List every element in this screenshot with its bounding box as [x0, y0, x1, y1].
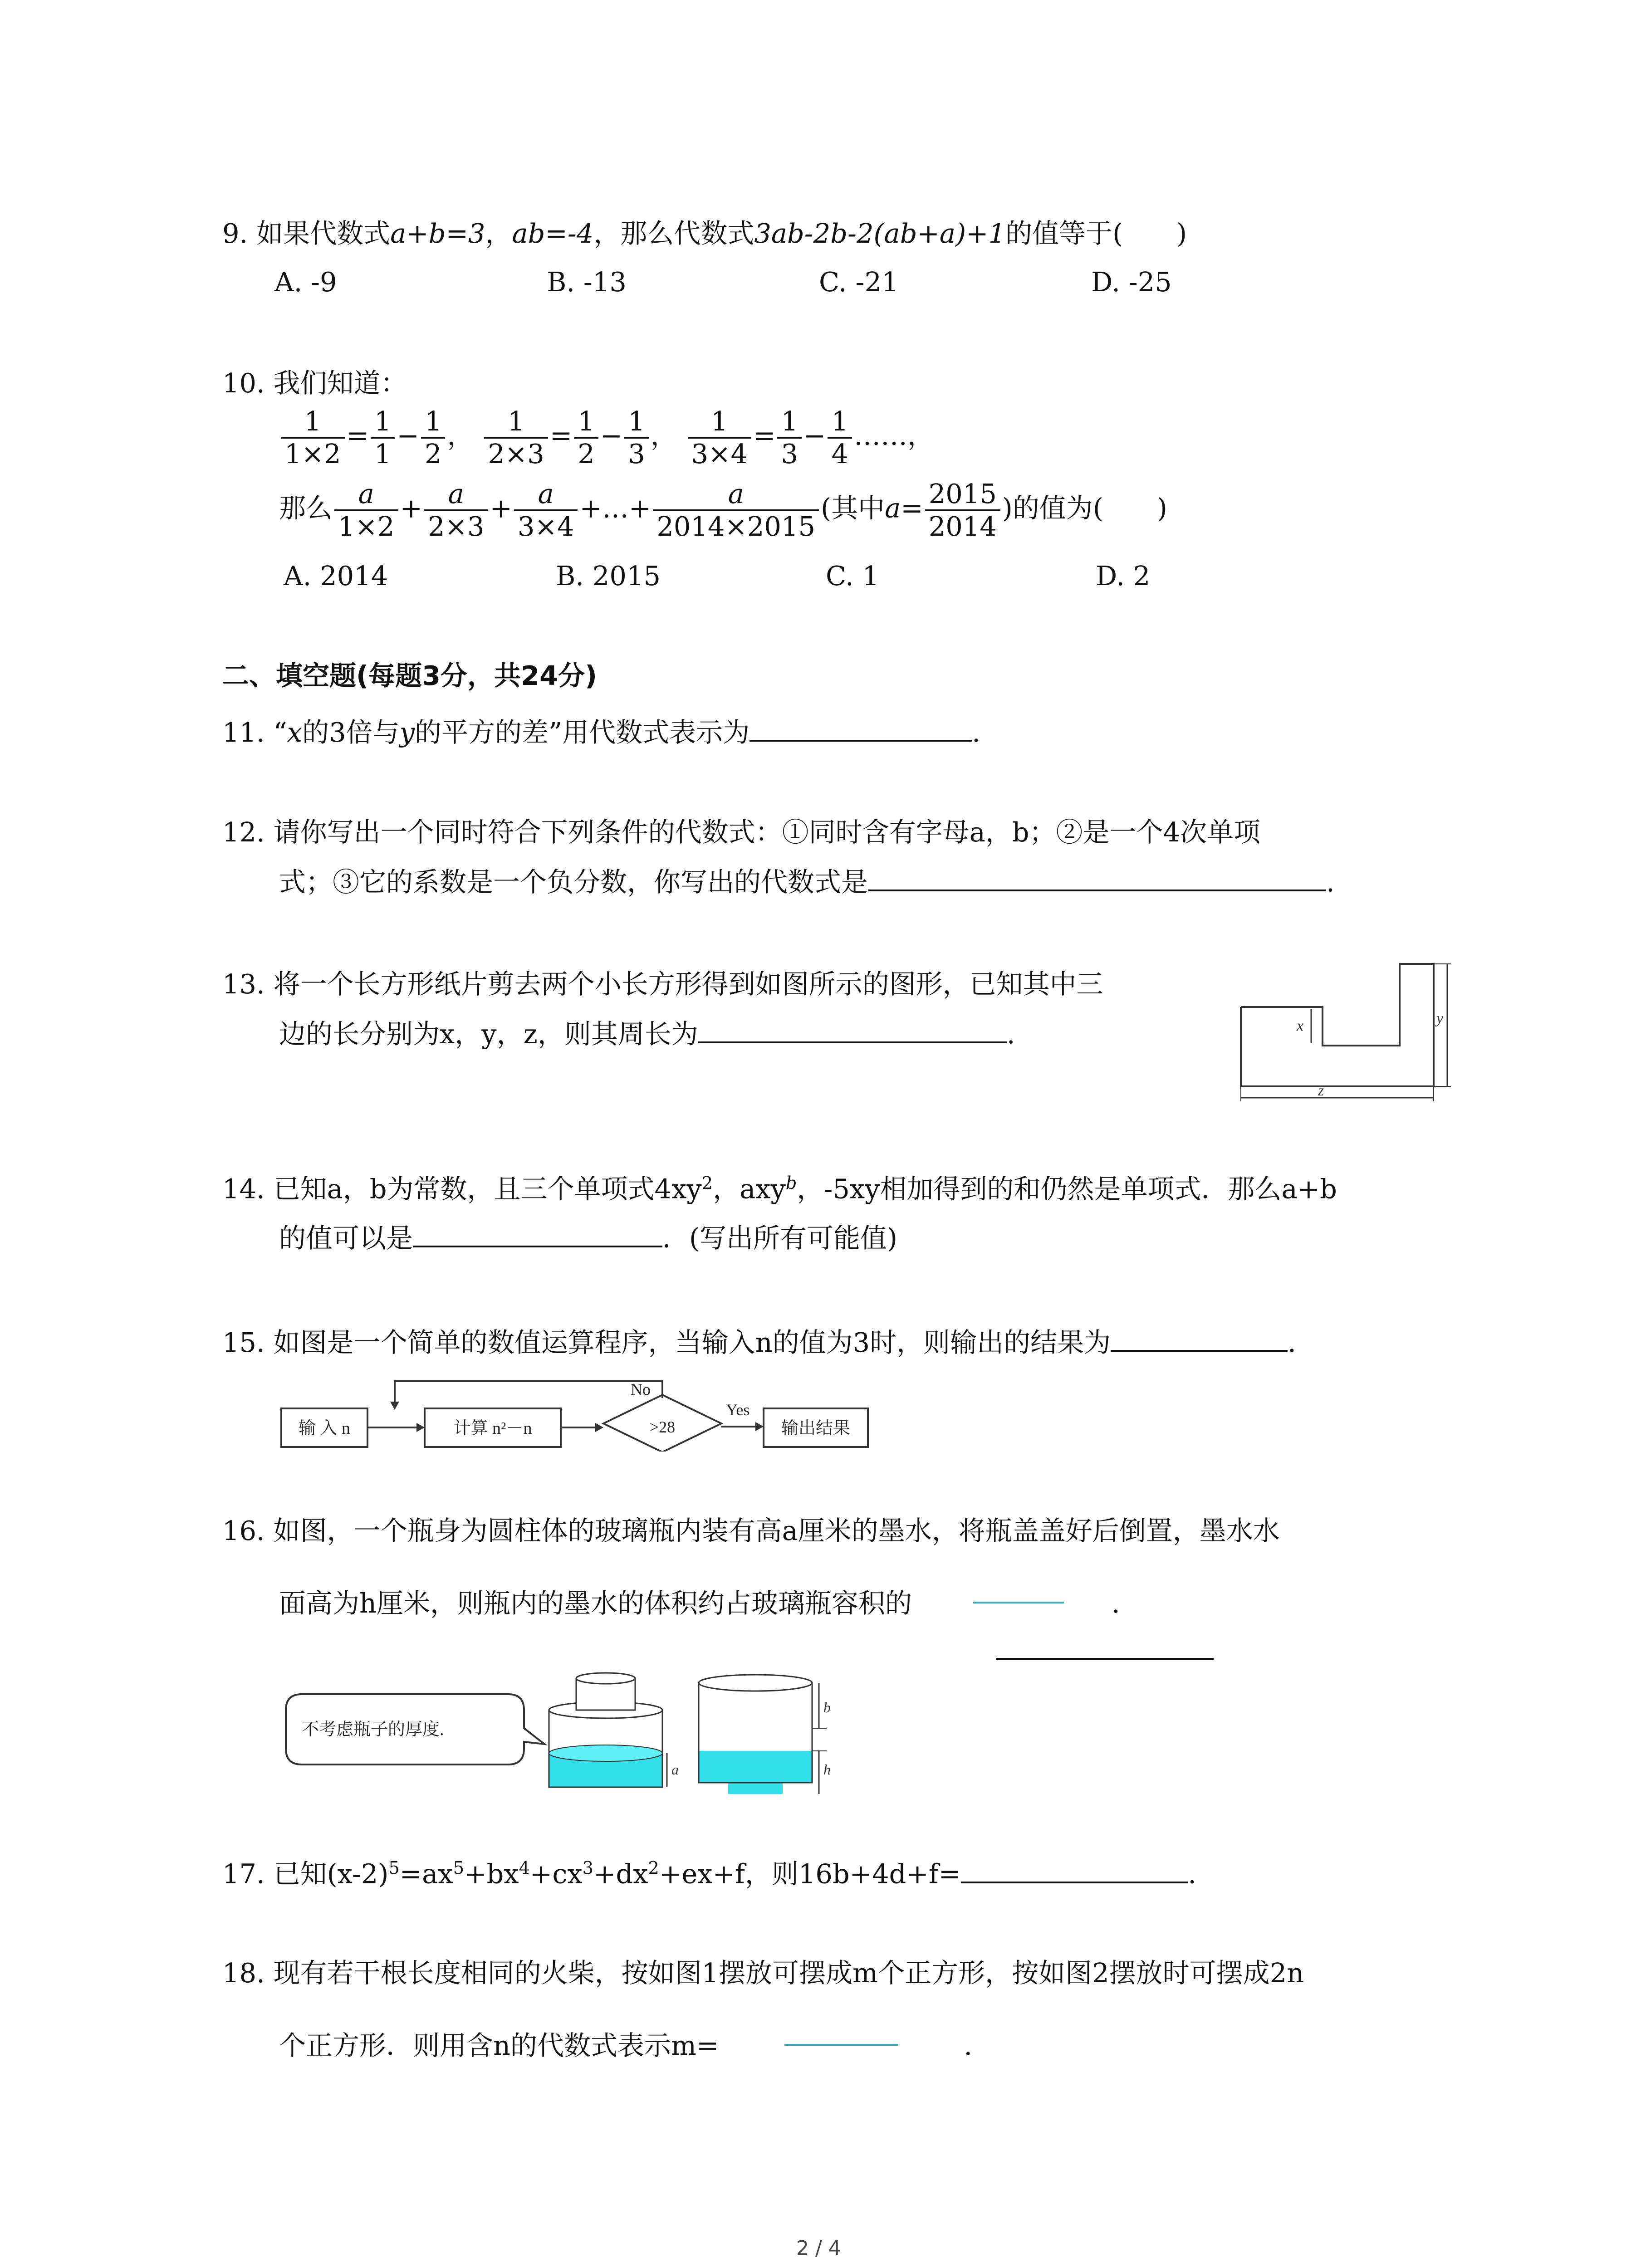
question-16: 16. 如图，一个瓶身为圆柱体的玻璃瓶内装有高a厘米的墨水，将瓶盖盖好后倒置，墨水水	[222, 1515, 1280, 1546]
label-y: y	[1436, 1010, 1444, 1027]
answer-blank-line	[996, 1658, 1214, 1660]
answer-blank[interactable]	[698, 1037, 1007, 1043]
shape-outline	[1241, 964, 1434, 1086]
q9-option-a[interactable]: A. -9	[274, 266, 337, 298]
label-b: b	[823, 1699, 831, 1716]
question-14-line2: 的值可以是 ．(写出所有可能值)	[279, 1222, 898, 1254]
q16-bottle-figure	[272, 1669, 907, 1794]
svg-text:计算 n²－n: 计算 n²－n	[453, 1419, 532, 1438]
q9-option-b[interactable]: B. -13	[547, 266, 627, 298]
ink-inverted	[699, 1751, 812, 1783]
question-12: 12. 请你写出一个同时符合下列条件的代数式：①同时含有字母a，b；②是一个4次单项	[222, 816, 1261, 848]
fraction: $\frac{a}{2014\times 2015}$	[653, 479, 819, 542]
label-z: z	[1318, 1082, 1324, 1099]
label-h: h	[823, 1761, 831, 1778]
question-10: 10. 我们知道：	[222, 367, 407, 399]
q10-option-d[interactable]: D. 2	[1096, 560, 1151, 591]
fraction: $\frac{1}{3}$	[624, 406, 649, 469]
fraction: $\frac{1}{2}$	[574, 406, 598, 469]
label-x: x	[1297, 1017, 1304, 1034]
question-13-line2: 边的长分别为x，y，z，则其周长为 .	[279, 1018, 1015, 1050]
fraction: $\frac{1}{4}$	[828, 406, 852, 469]
question-17: 17. 已知$(x-2)^5=ax^5+bx^4+cx^3+dx^2+ex+f$，则16b+4d+f= .	[222, 1858, 1196, 1890]
q10-option-c[interactable]: C. 1	[826, 560, 880, 591]
q10-option-b[interactable]: B. 2015	[556, 560, 661, 591]
answer-blank[interactable]	[719, 2050, 964, 2055]
question-14: 14. 已知a，b为常数，且三个单项式$4xy^2$，axy$^b$，-5xy相加得到的和仍然是单项式．那么a+b	[222, 1173, 1337, 1205]
answer-blank[interactable]	[1111, 1345, 1288, 1352]
fraction: $\frac{a}{2\times 3}$	[424, 479, 488, 542]
fraction: $\frac{1}{3\times 4}$	[688, 406, 752, 469]
yes-label: Yes	[726, 1401, 750, 1419]
fraction: $\frac{1}{1\times 2}$	[281, 406, 345, 469]
answer-blank[interactable]	[413, 1241, 662, 1247]
fraction: $\frac{a}{1\times 2}$	[334, 479, 398, 542]
no-label: No	[631, 1380, 651, 1398]
q9-option-c[interactable]: C. -21	[819, 266, 899, 298]
q10-option-a[interactable]: A. 2014	[284, 560, 388, 591]
q10-known-fractions: $\frac{1}{1\times 2}$ = $\frac{1}{1}$ − $\frac{1}{2}$ ， $\frac{1}{2\times 3}$ = $\frac{1}{2}$ − $\frac{1}{3}$ ， $\frac{1}{3\times 4}$ = $\frac{1}{3}$ − $\frac{1}{4}$ ……，	[279, 406, 934, 469]
q9-option-d[interactable]: D. -25	[1091, 266, 1172, 298]
answer-blank[interactable]	[749, 735, 972, 742]
q13-shape-figure	[1234, 957, 1461, 1107]
question-9: 9. 如果代数式a+b=3，ab=-4，那么代数式3ab-2b-2(ab+a)+1的值等于( )	[222, 218, 1187, 249]
answer-blank[interactable]	[868, 885, 1326, 891]
section-title: 二、填空题(每题3分，共24分)	[222, 660, 598, 691]
answer-blank[interactable]	[961, 1877, 1188, 1883]
answer-blank[interactable]	[912, 1608, 1112, 1613]
question-12-line2: 式；③它的系数是一个负分数，你写出的代数式是 .	[279, 866, 1335, 898]
fraction: $\frac{1}{1}$	[371, 406, 395, 469]
question-16-line2: 面高为h厘米，则瓶内的墨水的体积约占玻璃瓶容积的 .	[279, 1588, 1120, 1619]
label-a: a	[671, 1761, 679, 1778]
page-number: 2 / 4	[796, 2237, 841, 2260]
svg-text:输出结果: 输出结果	[781, 1419, 851, 1438]
fraction: $\frac{1}{2}$	[421, 406, 446, 469]
fraction: $\frac{1}{2\times 3}$	[484, 406, 548, 469]
question-11: 11. “x的3倍与y的平方的差”用代数式表示为 .	[222, 717, 980, 748]
svg-text:>28: >28	[649, 1418, 676, 1436]
fraction: $\frac{1}{3}$	[777, 406, 802, 469]
svg-text:输 入 n: 输 入 n	[298, 1419, 351, 1438]
ink-inverted-cap	[728, 1783, 783, 1794]
question-18: 18. 现有若干根长度相同的火柴，按如图1摆放可摆成m个正方形，按如图2摆放时可摆成2n	[222, 1957, 1304, 1989]
bubble-text: 不考虑瓶子的厚度.	[302, 1720, 444, 1739]
no-loop-line	[395, 1381, 662, 1408]
q10-sum-expression: 那么 $\frac{a}{1\times 2}$ + $\frac{a}{2\times 3}$ + $\frac{a}{3\times 4}$ +…+ $\frac{a}{2014\times 2015}$ (其中a= $\frac{2015}{2014}$ )的值为( )	[279, 478, 1167, 542]
question-15: 15. 如图是一个简单的数值运算程序，当输入n的值为3时，则输出的结果为 .	[222, 1327, 1296, 1358]
question-18-line2: 个正方形．则用含n的代数式表示m= .	[279, 2030, 973, 2061]
fraction: $\frac{a}{3\times 4}$	[514, 479, 578, 542]
q15-flowchart	[272, 1370, 889, 1452]
fraction: $\frac{2015}{2014}$	[925, 479, 1000, 542]
question-13: 13. 将一个长方形纸片剪去两个小长方形得到如图所示的图形，已知其中三	[222, 968, 1103, 1000]
